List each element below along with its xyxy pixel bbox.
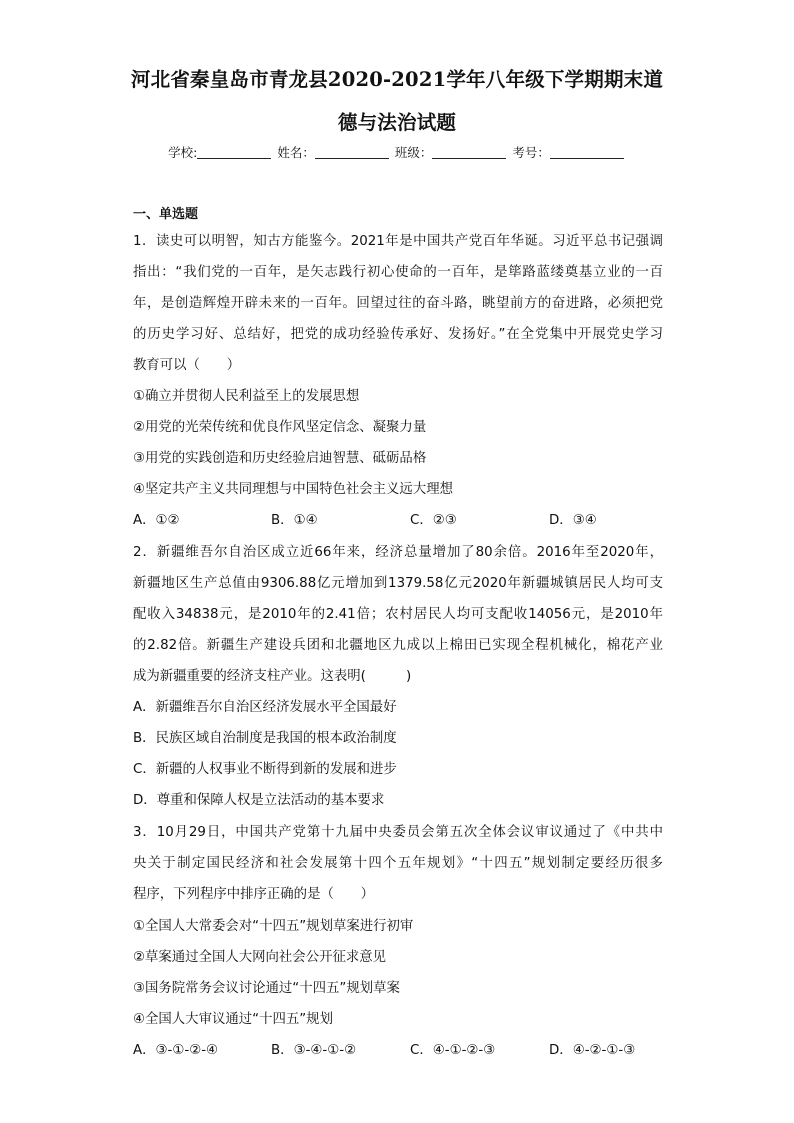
q1-option-d[interactable]: D．③④ [549, 513, 597, 528]
q2-option-b[interactable]: B．民族区域自治制度是我国的根本政治制度 [133, 731, 397, 746]
q1-option-b[interactable]: B．①④ [271, 513, 318, 528]
q1-item-3: ③用党的实践创造和历史经验启迪智慧、砥砺品格 [133, 451, 427, 466]
q1-stem-line-4: 的历史学习好、总结好，把党的成功经验传承好、发扬好。”在全党集中开展党史学习 [133, 327, 663, 342]
q3-stem-line-3: 程序，下列程序中排序正确的是（ ） [133, 887, 375, 902]
q1-item-1: ①确立并贯彻人民利益至上的发展思想 [133, 389, 360, 404]
q2-stem-line-2: 新疆地区生产总值由9306.88亿元增加到1379.58亿元2020年新疆城镇居民人均可支 [133, 576, 663, 591]
q3-stem-line-2: 央关于制定国民经济和社会发展第十四个五年规划》“十四五”规划制定要经历很多 [133, 856, 663, 871]
q3-option-c[interactable]: C．④-①-②-③ [410, 1043, 496, 1058]
q3-option-d[interactable]: D．④-②-①-③ [549, 1043, 636, 1058]
student-info-row [0, 143, 794, 163]
q1-stem-line-3: 年，是创造辉煌开辟未来的一百年。回望过往的奋斗路，眺望前方的奋进路，必须把党 [133, 296, 663, 311]
q1-item-4: ④坚定共产主义共同理想与中国特色社会主义远大理想 [133, 482, 453, 497]
school-label: 学校: [168, 145, 198, 160]
name-blank[interactable] [315, 144, 389, 159]
class-label: 班级： [394, 145, 433, 160]
class-blank[interactable] [432, 144, 506, 159]
q2-stem-line-3: 配收入34838元，是2010年的2.41倍；农村居民人均可支配收14056元，是2010年 [133, 607, 663, 622]
q1-item-2: ②用党的光荣传统和优良作风坚定信念、凝聚力量 [133, 420, 427, 435]
school-blank[interactable] [197, 144, 271, 159]
q2-stem-line-5: 成为新疆重要的经济支柱产业。这表明( ) [133, 669, 412, 684]
exam-title-line-2: 德与法治试题 [337, 111, 457, 134]
q2-stem-line-4: 的2.82倍。新疆生产建设兵团和北疆地区九成以上棉田已实现全程机械化，棉花产业 [133, 638, 663, 653]
section-title: 一、单选题 [133, 207, 199, 222]
q3-option-b[interactable]: B．③-④-①-② [271, 1043, 357, 1058]
q1-option-a[interactable]: A．①② [133, 513, 180, 528]
q2-option-d[interactable]: D．尊重和保障人权是立法活动的基本要求 [133, 793, 385, 808]
q1-stem-line-2: 指出：“我们党的一百年，是矢志践行初心使命的一百年，是筚路蓝缕奠基立业的一百 [133, 265, 663, 280]
exam-title-line-1: 河北省秦皇岛市青龙县2020-2021学年八年级下学期期末道 [130, 68, 664, 91]
q3-item-3: ③国务院常务会议讨论通过“十四五”规划草案 [133, 981, 400, 996]
exam-number-blank[interactable] [550, 144, 624, 159]
exam-number-label: 考号： [512, 145, 550, 160]
q1-stem-line-1: 1．读史可以明智，知古方能鉴今。2021年是中国共产党百年华诞。习近平总书记强调 [133, 234, 663, 249]
q1-option-c[interactable]: C．②③ [410, 513, 457, 528]
q3-option-a[interactable]: A．③-①-②-④ [133, 1043, 219, 1058]
q3-item-1: ①全国人大常委会对“十四五”规划草案进行初审 [133, 919, 414, 934]
q1-stem-line-5: 教育可以（ ） [133, 358, 241, 373]
q2-stem-line-1: 2．新疆维吾尔自治区成立近66年来，经济总量增加了80余倍。2016年至2020年， [133, 545, 663, 560]
q2-option-a[interactable]: A．新疆维吾尔自治区经济发展水平全国最好 [133, 700, 397, 715]
q3-item-4: ④全国人大审议通过“十四五”规划 [133, 1012, 333, 1027]
name-label: 姓名： [277, 145, 315, 160]
q3-stem-line-1: 3．10月29日，中国共产党第十九届中央委员会第五次全体会议审议通过了《中共中 [133, 825, 663, 840]
q3-item-2: ②草案通过全国人大网向社会公开征求意见 [133, 950, 387, 965]
q2-option-c[interactable]: C．新疆的人权事业不断得到新的发展和进步 [133, 762, 397, 777]
